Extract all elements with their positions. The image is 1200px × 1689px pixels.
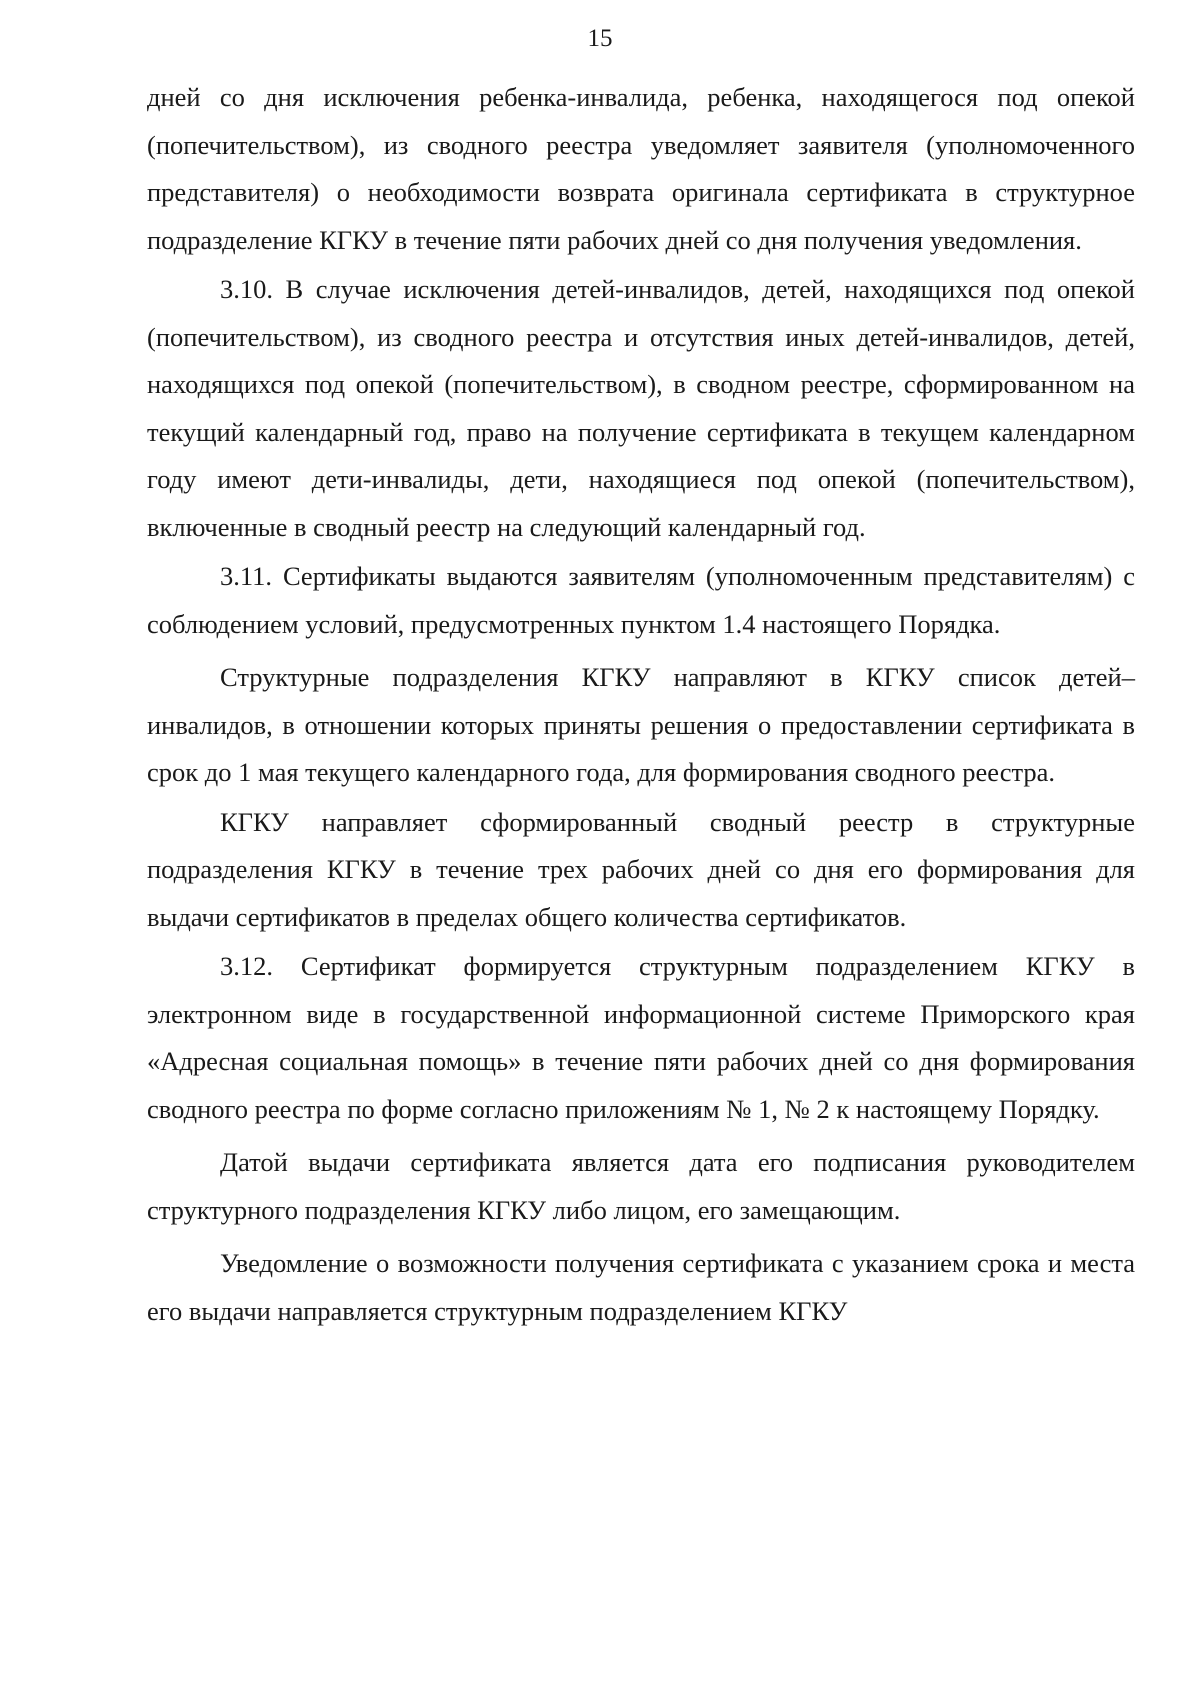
paragraph-continuation: дней со дня исключения ребенка-инвалида, ребенка, находящегося под опекой (попечительством), из сводного реестра уведомляет заявителя (уполномоченного представителя) о необходимости возврата оригинала сертификата в структурное подразделение КГКУ в течение пяти рабочих дней со дня получения уведомления. [147,82,1135,255]
paragraph-3-10: 3.10. В случае исключения детей-инвалидов, детей, находящихся под опекой (попечительством), из сводного реестра и отсутствия иных детей-инвалидов, детей, находящихся под опекой (попечительством), в сводном реестре, сформированном на текущий календарный год, право на получение сертификата в текущем календарном году имеют дети-инвалиды, дети, находящиеся под опекой (попечительством), включенные в сводный реестр на следующий календарный год. [147,274,1135,542]
document-body [147,74,1135,1335]
paragraph-notification: Уведомление о возможности получения сертификата с указанием срока и места его выдачи направляется структурным подразделением КГКУ [147,1248,1135,1326]
paragraph-3-12: 3.12. Сертификат формируется структурным подразделением КГКУ в электронном виде в государственной информационной системе Приморского края «Адресная социальная помощь» в течение пяти рабочих дней со дня формирования сводного реестра по форме согласно приложениям № 1, № 2 к настоящему Порядку. [147,951,1135,1124]
paragraph-structural-divisions: Структурные подразделения КГКУ направляют в КГКУ список детей–инвалидов, в отношении которых приняты решения о предоставлении сертификата в срок до 1 мая текущего календарного года, для формирования сводного реестра. [147,662,1135,787]
page-number: 15 [587,25,613,52]
paragraph-issue-date: Датой выдачи сертификата является дата его подписания руководителем структурного подразделения КГКУ либо лицом, его замещающим. [147,1147,1135,1225]
paragraph-kgku-register: КГКУ направляет сформированный сводный реестр в структурные подразделения КГКУ в течение трех рабочих дней со дня его формирования для выдачи сертификатов в пределах общего количества сертификатов. [147,806,1135,932]
paragraph-3-11: 3.11. Сертификаты выдаются заявителям (уполномоченным представителям) с соблюдением условий, предусмотренных пунктом 1.4 настоящего Порядка. [147,561,1135,639]
